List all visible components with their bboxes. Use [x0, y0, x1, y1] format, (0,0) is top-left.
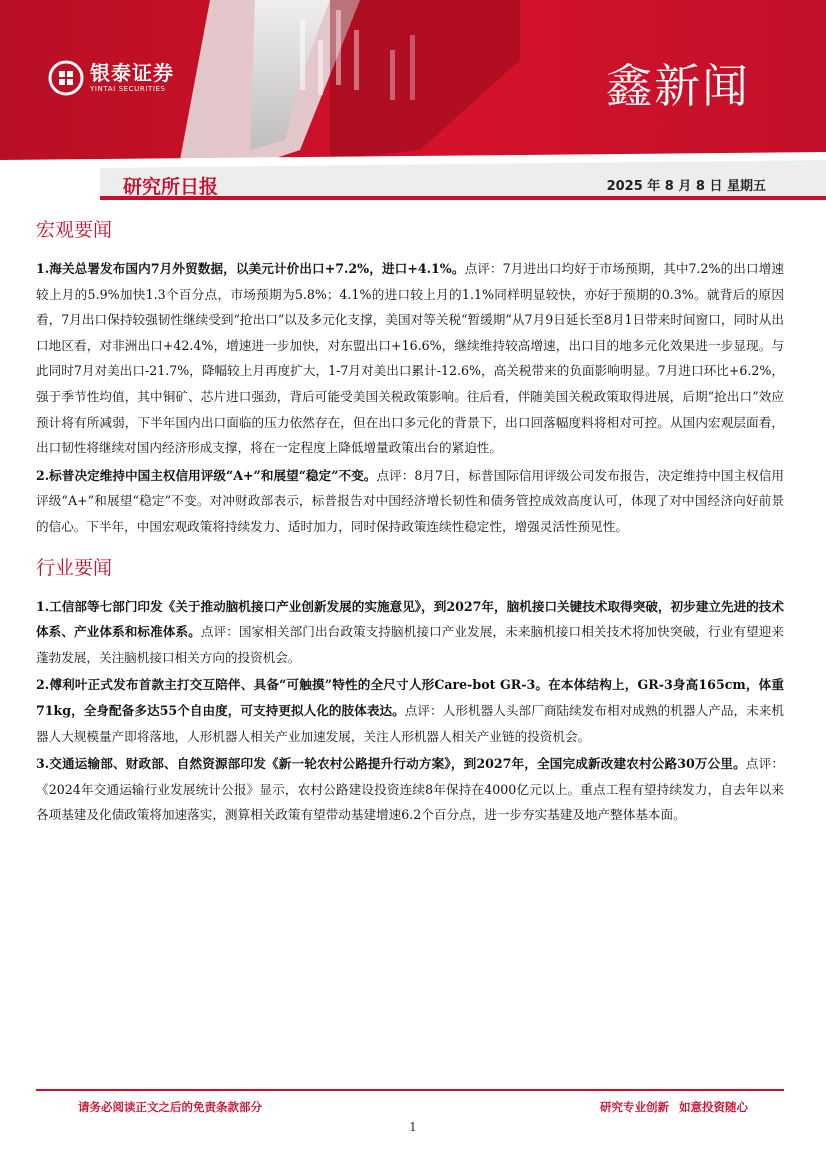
header-banner [0, 0, 826, 200]
main-content [36, 218, 784, 830]
news-headline: 2.标普决定维持中国主权信用评级“A+”和展望“稳定”不变。 [36, 467, 377, 483]
section-industry [36, 556, 784, 828]
news-item [36, 256, 784, 461]
report-label: 研究所日报 [123, 176, 219, 198]
logo-name-en: YINTAI SECURITIES [90, 85, 166, 93]
news-headline: 2.傅利叶正式发布首款主打交互陪伴、具备“可触摸”特性的全尺寸人形Care-bot GR-3。在本体结构上，GR-3身高165cm，体重71kg，全身配备多达55个自由度，可支持更拟人化的肢体表达。 [36, 677, 784, 718]
news-headline: 3.交通运输部、财政部、自然资源部印发《新一轮农村公路提升行动方案》，到2027年，全国完成新改建农村公路30万公里。 [36, 756, 746, 772]
section-title: 行业要闻 [36, 556, 113, 579]
company-logo [48, 60, 174, 96]
news-headline: 1.工信部等七部门印发《关于推动脑机接口产业创新发展的实施意见》，到2027年，脑机接口关键技术取得突破，初步建立先进的技术体系、产业体系和标准体系。 [36, 598, 784, 640]
logo-mark-icon [48, 60, 84, 96]
logo-name-cn: 银泰证券 [90, 61, 174, 85]
news-item [36, 672, 784, 749]
news-item [36, 751, 784, 828]
news-comment: 点评：国家相关部门出台政策支持脑机接口产业发展，未来脑机接口相关技术将加快突破，行业有望迎来蓬勃发展，关注脑机接口相关方向的投资机会。 [36, 624, 785, 665]
news-comment: 点评：《2024年交通运输行业发展统计公报》显示，农村公路建设投资连续8年保持在4000亿元以上。重点工程有望持续发力，自去年以来各项基建及化债政策将加速落实，测算相关政策有望带动基建增速6.2个百分点，进一步夯实基建及地产整体基本面。 [36, 756, 784, 823]
news-comment: 点评：8月7日，标普国际信用评级公司发布报告，决定维持中国主权信用评级“A+”和展望“稳定”不变。对冲财政部表示，标普报告对中国经济增长韧性和债务管控成效高度认可，体现了对中国经济向好前景的信心。下半年，中国宏观政策将持续发力、适时加力，同时保持政策连续性稳定性，增强灵活性预见性。 [36, 467, 784, 534]
section-macro [36, 218, 784, 540]
news-comment: 点评：人形机器人头部厂商陆续发布相对成熟的机器人产品，未来机器人大规模量产即将落地，人形机器人相关产业加速发展，关注人形机器人相关产业链的投资机会。 [36, 702, 785, 744]
report-date: 2025 年 8 月 8 日 星期五 [606, 179, 766, 194]
news-item [36, 463, 784, 540]
footer-slogan: 研究专业创新 如意投资随心 [599, 1100, 748, 1114]
brand-title: 鑫新闻 [606, 59, 750, 113]
news-comment: 点评：7月进出口均好于市场预期，其中7.2%的出口增速较上月的5.9%加快1.3个百分点，市场预期为5.8%；4.1%的进口较上月的1.1%同样明显较快，亦好于预期的0.3%。就背后的原因看，7月出口保持较强韧性继续受到“抢出口”以及多元化支撑，美国对等关税“暂缓期”从7月9日延长至8月1日带来时间窗口，同时从出口地区看，对非洲出口+42.4%，增速进一步加快，对东盟出口+16.6%，继续维持较高增速，出口目的地多元化效果进一步显现。与此同时7月对美出口-21.7%，降幅较上月再度扩大，1-7月对美出口累计-12.6%，高关税带来的负面影响明显。7月进口环比+6.2%，强于季节性均值，其中铜矿、芯片进口强劲，背后可能受美国关税政策影响。往后看，伴随美国关税政策取得进展，后期“抢出口”效应预计将有所减弱，下半年国内出口面临的压力依然存在，但在出口多元化的背景下，出口回落幅度料将相对可控。从国内宏观层面看，出口韧性将继续对国内经济形成支撑，将在一定程度上降低增量政策出台的紧迫性。 [36, 261, 784, 456]
footer-disclaimer: 请务必阅读正文之后的免责条款部分 [78, 1100, 262, 1114]
footer-divider [36, 1089, 784, 1091]
news-headline: 1.海关总署发布国内7月外贸数据，以美元计价出口+7.2%，进口+4.1%。 [36, 261, 465, 276]
news-item [36, 594, 784, 671]
page-number: 1 [409, 1120, 417, 1134]
section-title: 宏观要闻 [36, 219, 113, 241]
